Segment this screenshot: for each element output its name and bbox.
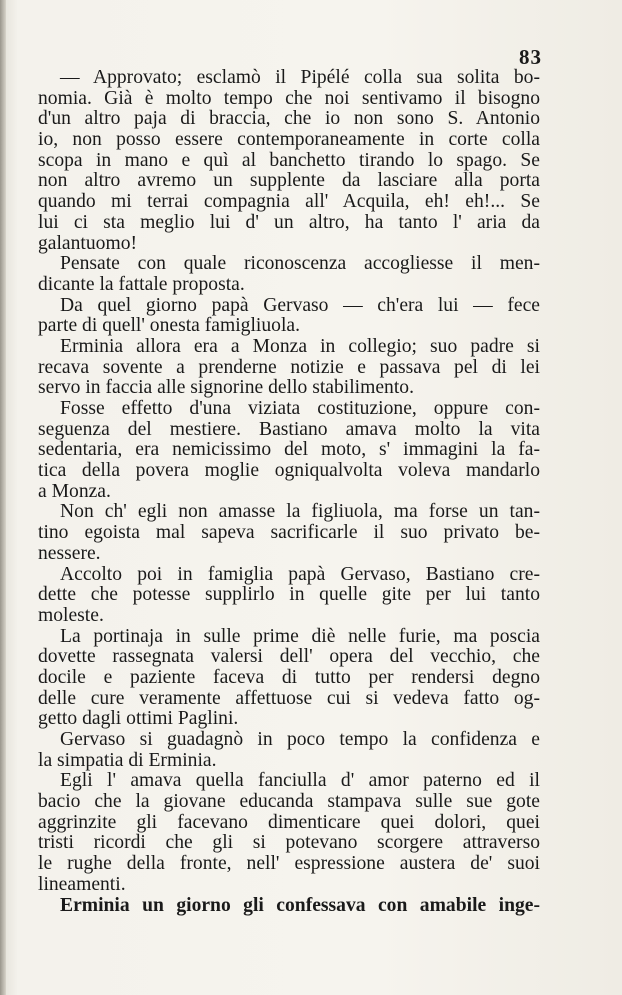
text-line: non altro avremo un supplente da lasciare alla porta [38,170,540,192]
text-line: seguenza del mestiere. Bastiano amava molto la vita [38,418,540,440]
text-line: Non ch' egli non amasse la figliuola, ma forse un tan- [60,501,540,523]
text-line: — Approvato; esclamò il Pipélé colla sua solita bo- [60,67,540,88]
text-line: servo in faccia alle signorine dello stabilimento. [38,377,414,399]
text-line: aggrinzite gli facevano dimenticare quei dolori, quei [38,811,540,833]
text-line: Erminia allora era a Monza in collegio; suo padre si [60,335,540,357]
text-line: Da quel giorno papà Gervaso — ch'era lui — fece [60,294,540,316]
text-line: Erminia un giorno gli confessava con amabile inge- [60,894,540,916]
text-line: Gervaso si guadagnò in poco tempo la confidenza e [60,729,540,750]
text-line: io, non posso essere contemporaneamente in corte colla [38,129,540,151]
text-line: moleste. [38,604,104,626]
text-line: docile e paziente faceva di tutto per rendersi degno [38,666,540,688]
text-line: la simpatia di Erminia. [38,749,217,771]
text-line: La portinaja in sulle prime diè nelle furie, ma poscia [60,625,540,647]
text-line: Accolto poi in famiglia papà Gervaso, Bastiano cre- [60,563,540,585]
text-line: dovette rassegnata valersi dell' opera del vecchio, che [38,646,540,668]
text-line: le rughe della fronte, nell' espressione austera de' suoi [38,853,540,875]
text-line: a Monza. [38,480,111,502]
body-text [38,68,540,916]
text-line: Pensate con quale riconoscenza accogliesse il men- [60,253,540,275]
text-line: Egli l' amava quella fanciulla d' amor paterno ed il [60,770,540,792]
text-line: sedentaria, era nemicissimo del moto, s' immagini la fa- [38,439,540,461]
text-line: Fosse effetto d'una viziata costituzione, oppure con- [60,398,540,419]
text-line: quando mi terrai compagnia all' Acquila, eh! eh!... Se [38,191,540,213]
text-line: delle cure veramente affettuose cui si vedeva fatto og- [38,687,540,709]
text-line: nessere. [38,542,101,564]
text-line: galantuomo! [38,232,138,254]
text-line: lui ci sta meglio lui d' un altro, ha tanto l' aria da [38,211,540,233]
text-line: dette che potesse supplirlo in quelle gite per lui tanto [38,584,540,606]
text-line: lineamenti. [38,873,126,895]
text-line: d'un altro paja di braccia, che io non sono S. Antonio [38,108,540,130]
text-line: getto dagli ottimi Paglini. [38,708,239,730]
page-number: 83 [519,45,542,69]
text-line: parte di quell' onesta famigliuola. [38,315,300,337]
text-line: nomia. Già è molto tempo che noi sentivamo il bisogno [38,87,540,109]
text-line: tica della povera moglie ogniqualvolta voleva mandarlo [38,460,540,482]
text-line: dicante la fattale proposta. [38,273,245,295]
page-binding-edge [0,0,6,995]
text-line: scopa in mano e quì al banchetto tirando lo spago. Se [38,149,540,171]
text-line: bacio che la giovane educanda stampava sulle sue gote [38,791,540,813]
text-line: tristi ricordi che gli si potevano scorgere attraverso [38,832,540,854]
text-line: recava sovente a prenderne notizie e passava pel di lei [38,356,540,378]
text-line: tino egoista mal sapeva sacrificarle il suo privato be- [38,522,540,544]
